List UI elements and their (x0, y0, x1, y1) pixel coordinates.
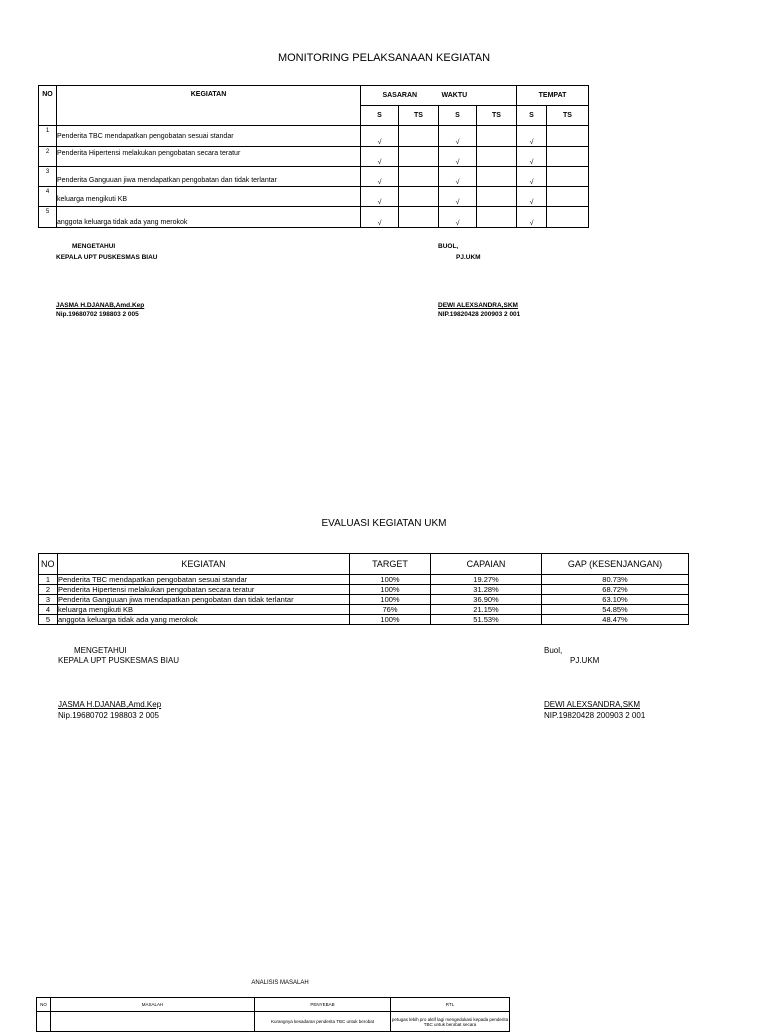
row-kegiatan: Penderita Ganguuan jiwa mendapatkan pengobatan dan tidak terlantar (58, 595, 350, 605)
row-rtl: petugas lebih pro aktif lagi mengedukasi kepada penderita TBC untuk berobat secara (391, 1012, 510, 1032)
row-gap: 63.10% (542, 595, 689, 605)
sign-left-title: MENGETAHUI (74, 646, 127, 655)
row-kegiatan: keluarga mengikuti KB (57, 187, 361, 207)
table-row (39, 207, 589, 228)
row-target: 100% (350, 615, 431, 625)
evaluasi-table (38, 553, 689, 625)
row-gap: 54.85% (542, 605, 689, 615)
sign-right-place: BUOL, (438, 243, 459, 250)
row-capaian: 36.90% (431, 595, 542, 605)
waktu-s-check: √ (439, 147, 477, 167)
row-target: 100% (350, 595, 431, 605)
sasaran-s-check: √ (361, 147, 399, 167)
tempat-s-check: √ (517, 126, 547, 147)
waktu-s-check: √ (439, 167, 477, 187)
header-no: NO (39, 554, 58, 575)
sign-right-name: DEWI ALEXSANDRA,SKM (544, 700, 641, 709)
sign-left-name: JASMA H.DJANAB,Amd.Kep (56, 302, 145, 309)
analisis-title: ANALISIS MASALAH (251, 980, 309, 986)
header-waktu-ts: TS (477, 106, 517, 126)
waktu-s-check: √ (439, 207, 477, 228)
row-kegiatan: anggota keluarga tidak ada yang merokok (57, 207, 361, 228)
table-row (39, 126, 589, 147)
row-no: 1 (39, 575, 58, 585)
row-target: 100% (350, 575, 431, 585)
header-sasaran: SASARAN (361, 86, 439, 106)
header-tempat: TEMPAT (517, 86, 589, 106)
sign-right-position: PJ.UKM (570, 656, 600, 665)
table-row (39, 605, 689, 615)
row-gap: 48.47% (542, 615, 689, 625)
sign-right-position: PJ.UKM (456, 254, 481, 261)
sasaran-s-check: √ (361, 187, 399, 207)
row-gap: 80.73% (542, 575, 689, 585)
sign-left-nip: Nip.19680702 198803 2 005 (56, 311, 139, 318)
row-target: 76% (350, 605, 431, 615)
row-no: 2 (39, 147, 57, 167)
tempat-s-check: √ (517, 187, 547, 207)
header-sasaran-s: S (361, 106, 399, 126)
sign-left-title: MENGETAHUI (72, 243, 116, 250)
table-row (39, 585, 689, 595)
row-kegiatan: Penderita Ganguuan jiwa mendapatkan pengobatan dan tidak terlantar (57, 167, 361, 187)
waktu-s-check: √ (439, 126, 477, 147)
row-kegiatan: anggota keluarga tidak ada yang merokok (58, 615, 350, 625)
table-row (37, 1012, 510, 1032)
header-masalah: MASALAH (51, 998, 255, 1012)
sasaran-s-check: √ (361, 207, 399, 228)
row-penyebab: Kurangnya kesadaran penderita TBC untuk berobat (255, 1012, 391, 1032)
table-row (39, 595, 689, 605)
row-kegiatan: Penderita Hipertensi melakukan pengobatan secara teratur (57, 147, 361, 167)
sign-left-position: KEPALA UPT PUSKESMAS BIAU (58, 656, 180, 665)
row-capaian: 51.53% (431, 615, 542, 625)
row-no: 5 (39, 615, 58, 625)
header-kegiatan: KEGIATAN (57, 86, 361, 126)
table-row (39, 187, 589, 207)
monitoring-title: MONITORING PELAKSANAAN KEGIATAN (277, 52, 491, 64)
monitoring-table (38, 85, 589, 228)
header-rtl: RTL (391, 998, 510, 1012)
header-waktu-s: S (439, 106, 477, 126)
row-capaian: 31.28% (431, 585, 542, 595)
sasaran-s-check: √ (361, 167, 399, 187)
row-capaian: 19.27% (431, 575, 542, 585)
header-tempat-ts: TS (547, 106, 589, 126)
sign-right-place: Buol, (544, 646, 563, 655)
evaluasi-title: EVALUASI KEGIATAN UKM (321, 518, 447, 529)
header-no: NO (37, 998, 51, 1012)
sign-right-nip: NIP.19820428 200903 2 001 (438, 311, 521, 318)
tempat-s-check: √ (517, 147, 547, 167)
header-capaian: CAPAIAN (431, 554, 542, 575)
row-kegiatan: keluarga mengikuti KB (58, 605, 350, 615)
tempat-s-check: √ (517, 207, 547, 228)
header-gap: GAP (KESENJANGAN) (542, 554, 689, 575)
sign-left-nip: Nip.19680702 198803 2 005 (58, 711, 159, 720)
row-kegiatan: Penderita Hipertensi melakukan pengobatan secara teratur (58, 585, 350, 595)
sign-right-name: DEWI ALEXSANDRA,SKM (438, 302, 518, 309)
table-row (39, 575, 689, 585)
row-no: 4 (39, 187, 57, 207)
header-no: NO (39, 86, 57, 126)
row-no: 5 (39, 207, 57, 228)
table-row (39, 167, 589, 187)
header-penyebab: PENYEBAB (255, 998, 391, 1012)
sign-left-position: KEPALA UPT PUSKESMAS BIAU (56, 254, 158, 261)
row-target: 100% (350, 585, 431, 595)
waktu-s-check: √ (439, 187, 477, 207)
header-sasaran-ts: TS (399, 106, 439, 126)
header-tempat-s: S (517, 106, 547, 126)
row-kegiatan: Penderita TBC mendapatkan pengobatan sesuai standar (57, 126, 361, 147)
row-no: 4 (39, 605, 58, 615)
sign-left-name: JASMA H.DJANAB,Amd.Kep (58, 700, 162, 709)
row-capaian: 21.15% (431, 605, 542, 615)
sasaran-s-check: √ (361, 126, 399, 147)
row-kegiatan: Penderita TBC mendapatkan pengobatan sesuai standar (58, 575, 350, 585)
row-gap: 68.72% (542, 585, 689, 595)
analisis-table (36, 997, 510, 1032)
table-row (39, 147, 589, 167)
row-no: 3 (39, 595, 58, 605)
header-target: TARGET (350, 554, 431, 575)
sign-right-nip: NIP.19820428 200903 2 001 (544, 711, 646, 720)
row-no: 2 (39, 585, 58, 595)
tempat-s-check: √ (517, 167, 547, 187)
row-no: 3 (39, 167, 57, 187)
header-waktu: WAKTU (439, 86, 517, 106)
row-no: 1 (39, 126, 57, 147)
header-kegiatan: KEGIATAN (58, 554, 350, 575)
table-row (39, 615, 689, 625)
